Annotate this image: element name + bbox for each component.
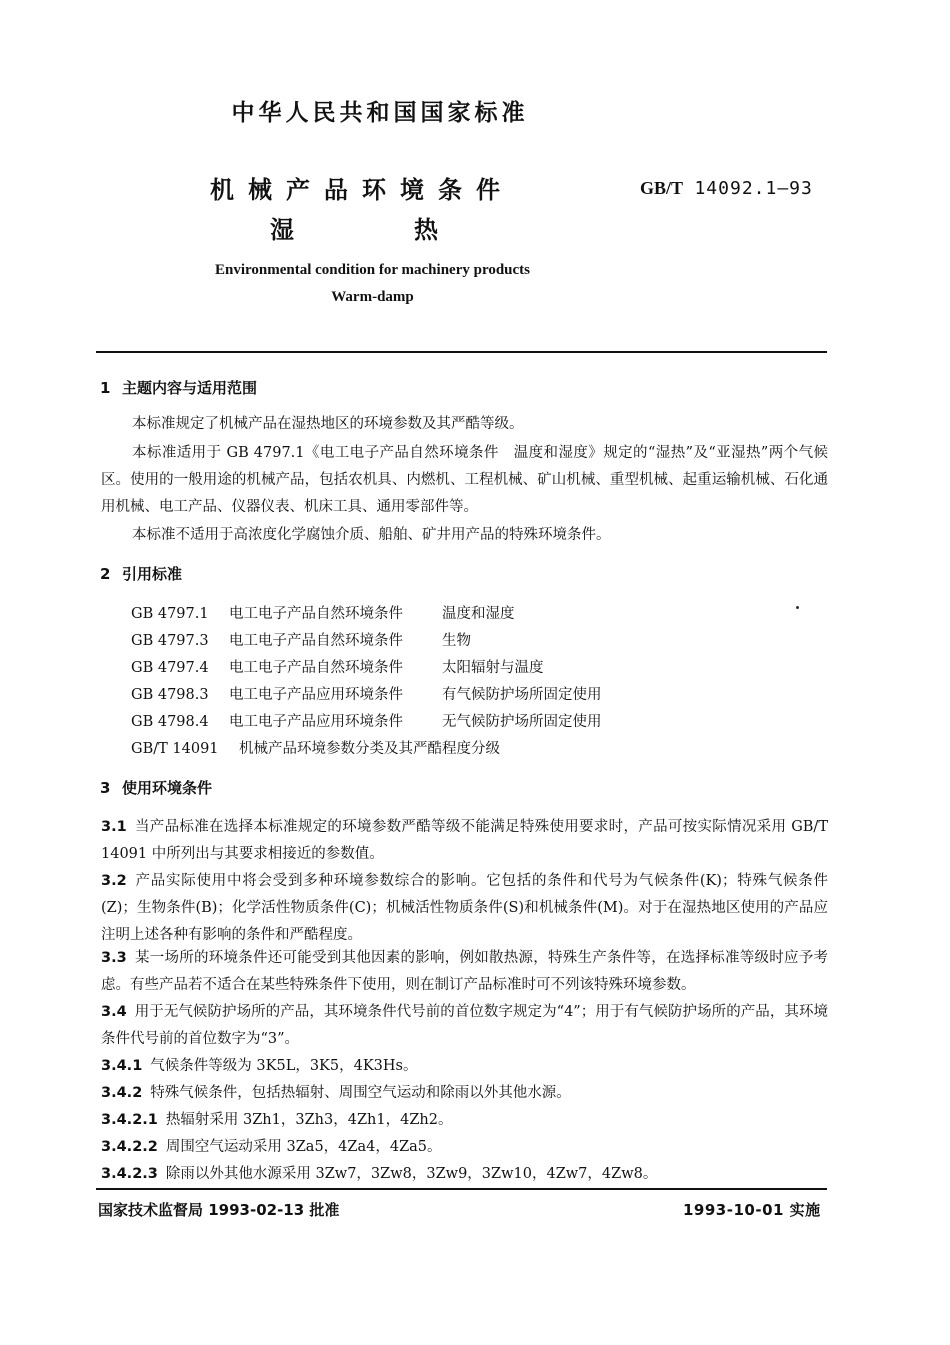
- standard-code: 14092.1—93: [694, 178, 813, 199]
- reference-name: 机械产品环境参数分类及其严酷程度分级: [239, 741, 500, 757]
- reference-topic: 有气候防护场所固定使用: [442, 687, 602, 703]
- clause-text: 特殊气候条件，包括热辐射、周围空气运动和除雨以外其他水源。: [150, 1085, 571, 1101]
- clause-number: 3.1: [101, 819, 127, 835]
- reference-code: GB 4797.4: [131, 660, 209, 676]
- document-title-cn: 机械产品环境条件: [210, 176, 514, 204]
- clause-number: 3.4.1: [101, 1058, 143, 1074]
- section-1-paragraph-1: 本标准规定了机械产品在湿热地区的环境参数及其严酷等级。: [132, 416, 524, 432]
- clause-3-4-2-2: [101, 1134, 828, 1161]
- reference-name: 电工电子产品应用环境条件: [229, 687, 403, 703]
- clause-text: 除雨以外其他水源采用 3Zw7，3Zw8，3Zw9，3Zw10，4Zw7，4Zw8。: [165, 1166, 658, 1182]
- clause-number: 3.4.2.2: [101, 1139, 158, 1155]
- section-1-heading: [100, 377, 257, 398]
- reference-name: 电工电子产品自然环境条件: [229, 633, 403, 649]
- reference-item: [131, 629, 471, 650]
- clause-number: 3.3: [101, 950, 127, 966]
- section-2-heading: [100, 563, 182, 584]
- clause-3-3: [101, 945, 828, 999]
- reference-topic: 生物: [442, 633, 471, 649]
- clause-3-4-2: [101, 1080, 828, 1107]
- issuing-body-header: 中华人民共和国国家标准: [231, 100, 529, 126]
- clause-3-4-2-3: [101, 1161, 828, 1188]
- clause-3-4-1: [101, 1053, 828, 1080]
- section-1-paragraph-2: 本标准适用于 GB 4797.1《电工电子产品自然环境条件 温度和湿度》规定的“湿热”及“亚湿热”两个气候区。使用的一般用途的机械产品，包括农机具、内燃机、工程机械、矿山机械、重型机械、起重运输机械、石化通用机械、电工产品、仪器仪表、机床工具、通用零部件等。: [101, 445, 828, 515]
- reference-code: GB 4798.3: [131, 687, 209, 703]
- clause-text: 热辐射采用 3Zh1，3Zh3，4Zh1，4Zh2。: [165, 1112, 453, 1128]
- approval-line: 国家技术监督局 1993-02-13 批准: [98, 1201, 340, 1219]
- section-number: 1: [100, 379, 111, 397]
- clause-text: 某一场所的环境条件还可能受到其他因素的影响，例如散热源，特殊生产条件等，在选择标准等级时应予考虑。有些产品若不适合在某些特殊条件下使用，则在制订产品标准时可不列该特殊环境参数。: [101, 950, 828, 993]
- section-number: 2: [100, 565, 111, 583]
- reference-item: [131, 656, 544, 677]
- standard-number: [640, 178, 813, 199]
- reference-item: [131, 710, 602, 731]
- clause-text: 产品实际使用中将会受到多种环境参数综合的影响。它包括的条件和代号为气候条件(K)；特殊气候条件(Z)；生物条件(B)；化学活性物质条件(C)；机械活性物质条件(S)和机械条件(M)。对于在湿热地区使用的产品应注明上述各种有影响的条件和严酷程度。: [101, 873, 828, 943]
- reference-name: 电工电子产品自然环境条件: [229, 606, 403, 622]
- reference-item: [131, 737, 500, 758]
- section-1-paragraph-3: 本标准不适用于高浓度化学腐蚀介质、船舶、矿井用产品的特殊环境条件。: [132, 527, 611, 543]
- clause-text: 周围空气运动采用 3Za5，4Za4，4Za5。: [165, 1139, 442, 1155]
- section-3-heading: [100, 777, 212, 798]
- document-subtitle-cn: [270, 210, 438, 245]
- clause-3-2: [101, 868, 828, 949]
- clause-3-1: [101, 814, 828, 868]
- clause-text: 气候条件等级为 3K5L，3K5，4K3Hs。: [150, 1058, 418, 1074]
- reference-topic: 温度和湿度: [442, 606, 515, 622]
- document-subtitle-en: Warm-damp: [331, 289, 414, 305]
- header-divider: [96, 351, 827, 353]
- section-number: 3: [100, 779, 111, 797]
- reference-topic: 无气候防护场所固定使用: [442, 714, 602, 730]
- reference-code: GB 4797.3: [131, 633, 209, 649]
- section-title: 使用环境条件: [122, 779, 213, 797]
- clause-text: 当产品标准在选择本标准规定的环境参数严酷等级不能满足特殊使用要求时，产品可按实际情况采用 GB/T 14091 中所列出与其要求相接近的参数值。: [101, 819, 828, 862]
- reference-code: GB/T 14091: [131, 741, 219, 757]
- clause-3-4-2-1: [101, 1107, 828, 1134]
- reference-code: GB 4798.4: [131, 714, 209, 730]
- footer-divider: [96, 1188, 827, 1190]
- section-title: 主题内容与适用范围: [122, 379, 258, 397]
- implementation-date: 1993-10-01 实施: [683, 1201, 821, 1219]
- document-title-en: Environmental condition for machinery products: [214, 262, 531, 278]
- reference-topic: 太阳辐射与温度: [442, 660, 544, 676]
- subtitle-char-1: 湿: [270, 216, 294, 244]
- clause-number: 3.4.2.3: [101, 1166, 158, 1182]
- clause-text: 用于无气候防护场所的产品，其环境条件代号前的首位数字规定为“4”；用于有气候防护场所的产品，其环境条件代号前的首位数字为“3”。: [101, 1004, 828, 1047]
- reference-name: 电工电子产品自然环境条件: [229, 660, 403, 676]
- section-title: 引用标准: [122, 565, 183, 583]
- clause-number: 3.2: [101, 873, 127, 889]
- clause-number: 3.4: [101, 1004, 127, 1020]
- reference-item: [131, 602, 515, 623]
- clause-number: 3.4.2: [101, 1085, 143, 1101]
- clause-number: 3.4.2.1: [101, 1112, 158, 1128]
- reference-code: GB 4797.1: [131, 606, 209, 622]
- reference-name: 电工电子产品应用环境条件: [229, 714, 403, 730]
- scan-speck: [796, 606, 799, 609]
- clause-3-4: [101, 999, 828, 1053]
- standard-prefix: GB/T: [640, 178, 684, 198]
- subtitle-char-2: 热: [414, 216, 438, 244]
- reference-item: [131, 683, 602, 704]
